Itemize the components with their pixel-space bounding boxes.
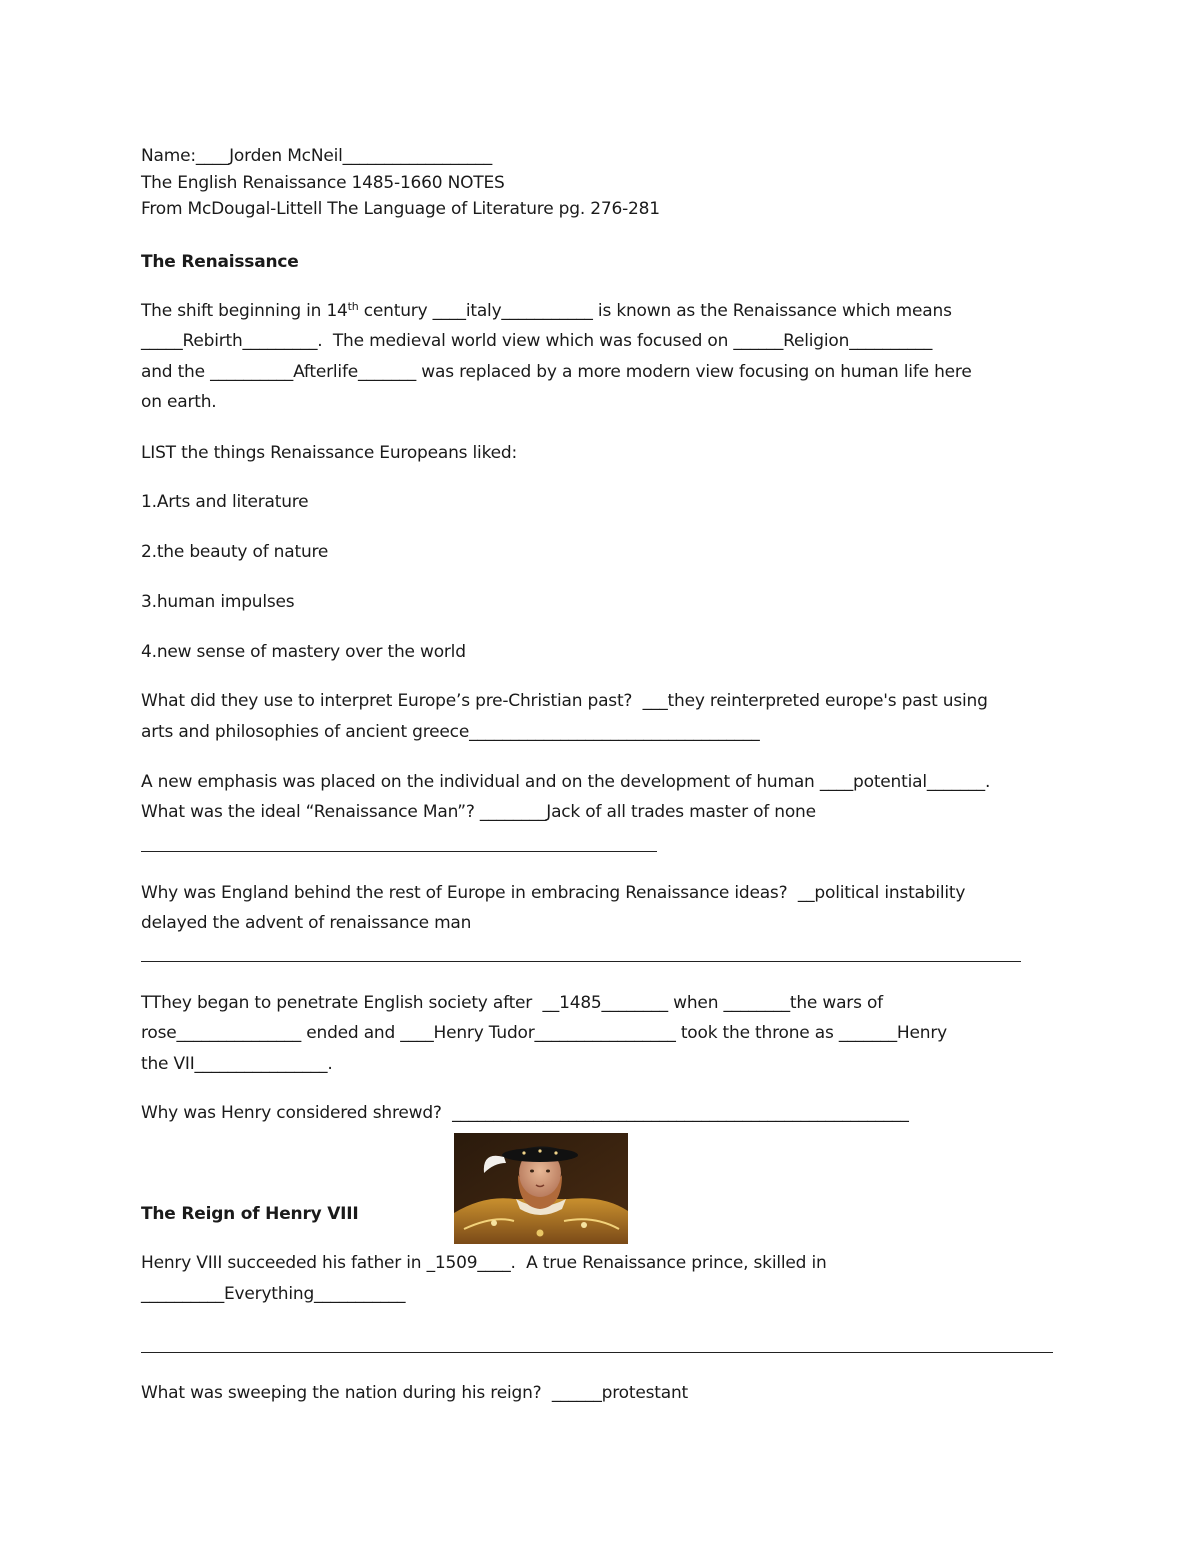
- question-england-line-1: Why was England behind the rest of Europe in embracing Renaissance ideas? __political instability: [141, 883, 966, 903]
- name-line: Name:____Jorden McNeil__________________: [141, 146, 493, 166]
- paragraph-text: century ____italy___________ is known as the Renaissance which means: [358, 301, 952, 321]
- henry-viii-portrait-image: [454, 1133, 628, 1244]
- source-line: From McDougal-Littell The Language of Literature pg. 276-281: [141, 199, 660, 219]
- renaissance-paragraph-line-4: on earth.: [141, 392, 217, 412]
- question-past-line-1: What did they use to interpret Europe’s pre-Christian past? ___they reinterpreted europe's past using: [141, 691, 988, 711]
- section-heading-renaissance: The Renaissance: [141, 252, 299, 272]
- document-title: The English Renaissance 1485-1660 NOTES: [141, 173, 505, 193]
- list-item: 4.new sense of mastery over the world: [141, 642, 466, 662]
- ordinal-suffix: th: [347, 300, 359, 313]
- renaissance-paragraph-line-2: _____Rebirth_________. The medieval world view which was focused on ______Religion__________: [141, 331, 933, 351]
- list-item: 1.Arts and literature: [141, 492, 309, 512]
- henry-paragraph-line-2: __________Everything___________: [141, 1284, 406, 1304]
- list-prompt: LIST the things Renaissance Europeans liked:: [141, 443, 517, 463]
- answer-rule: [141, 961, 1021, 962]
- henry-paragraph-line-1: Henry VIII succeeded his father in _1509____. A true Renaissance prince, skilled in: [141, 1253, 827, 1273]
- list-item: 3.human impulses: [141, 592, 295, 612]
- question-penetrate-line-1: TThey began to penetrate English society after __1485________ when ________the wars of: [141, 993, 883, 1013]
- list-item: 2.the beauty of nature: [141, 542, 329, 562]
- question-penetrate-line-2: rose_______________ ended and ____Henry Tudor_________________ took the throne as _______Henry: [141, 1023, 947, 1043]
- question-individual-line-2: What was the ideal “Renaissance Man”? ________Jack of all trades master of none: [141, 802, 816, 822]
- renaissance-paragraph-line-1: [141, 300, 952, 322]
- section-heading-henry-viii: The Reign of Henry VIII: [141, 1204, 359, 1224]
- question-england-line-2: delayed the advent of renaissance man: [141, 913, 472, 933]
- question-penetrate-line-3: the VII________________.: [141, 1054, 333, 1074]
- answer-rule: [141, 1352, 1053, 1353]
- answer-rule: [141, 851, 657, 852]
- question-past-line-2: arts and philosophies of ancient greece___________________________________: [141, 722, 760, 742]
- paragraph-text: The shift beginning in 14: [141, 301, 348, 321]
- portrait-illustration: [454, 1133, 628, 1244]
- question-individual-line-1: A new emphasis was placed on the individual and on the development of human ____potential_______.: [141, 772, 991, 792]
- question-shrewd: Why was Henry considered shrewd? _______________________________________________________: [141, 1103, 909, 1123]
- renaissance-paragraph-line-3: and the __________Afterlife_______ was replaced by a more modern view focusing on human life here: [141, 362, 972, 382]
- question-sweeping: What was sweeping the nation during his reign? ______protestant: [141, 1383, 688, 1403]
